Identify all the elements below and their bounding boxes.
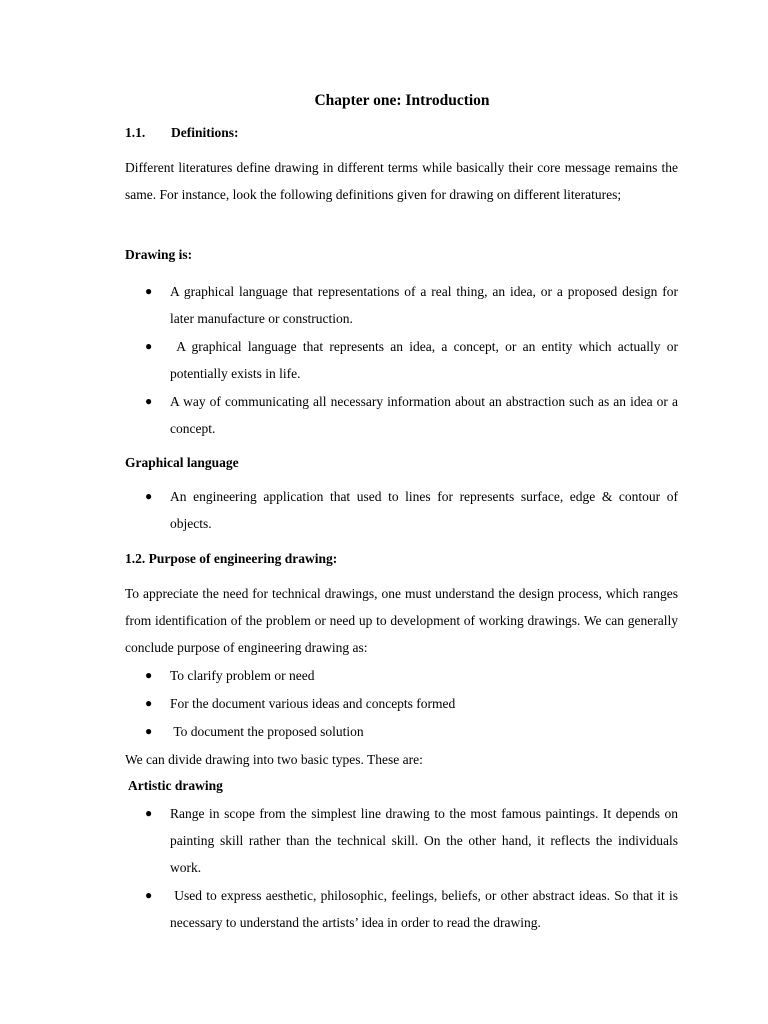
definitions-paragraph: Different literatures define drawing in different terms while basically their core message remains the same. For instance, look the following definitions given for drawing on different literatures; xyxy=(125,160,678,202)
list-item xyxy=(125,882,678,936)
bullet-icon: ● xyxy=(145,668,153,682)
bullet-icon: ● xyxy=(145,696,153,710)
chapter-title: Chapter one: Introduction xyxy=(314,92,490,109)
bullet-icon: ● xyxy=(145,489,153,503)
bullet-icon: ● xyxy=(145,284,153,298)
list-item-text: A graphical language that represents an idea, a concept, or an entity which actually or potentially exists in life. xyxy=(170,339,678,381)
list-item-text: A way of communicating all necessary information about an abstraction such as an idea or a concept. xyxy=(170,394,678,436)
drawing-is-heading: Drawing is: xyxy=(125,247,193,262)
section-number: 1.1. xyxy=(125,125,146,140)
list-item-text: A graphical language that representations of a real thing, an idea, or a proposed design for later manufacture or construction. xyxy=(170,284,678,326)
list-item xyxy=(125,800,678,881)
section-heading-definitions xyxy=(125,125,239,141)
purpose-paragraph: To appreciate the need for technical drawings, one must understand the design process, which ranges from identification of the problem or need up to development of working drawings. We can generally conclude purpose of engineering drawing as: xyxy=(125,586,678,655)
list-item xyxy=(125,388,678,442)
bullet-icon: ● xyxy=(145,724,153,738)
list-item-text: To clarify problem or need xyxy=(170,668,315,683)
list-item-text: For the document various ideas and concepts formed xyxy=(170,696,456,711)
section-heading-text: Definitions: xyxy=(171,125,239,140)
types-intro-paragraph: We can divide drawing into two basic types. These are: xyxy=(125,752,423,767)
bullet-icon: ● xyxy=(145,888,153,902)
graphical-language-heading: Graphical language xyxy=(125,455,239,470)
list-item xyxy=(125,718,678,745)
list-item-text: To document the proposed solution xyxy=(170,724,364,739)
list-item-text: An engineering application that used to lines for represents surface, edge & contour of objects. xyxy=(170,489,678,531)
list-item xyxy=(125,278,678,332)
bullet-icon: ● xyxy=(145,806,153,820)
purpose-heading: 1.2. Purpose of engineering drawing: xyxy=(125,551,338,566)
list-item-text: Range in scope from the simplest line drawing to the most famous paintings. It depends on painting skill rather than the technical skill. On the other hand, it reflects the individuals work. xyxy=(170,806,678,875)
bullet-icon: ● xyxy=(145,394,153,408)
list-item xyxy=(125,662,678,689)
list-item xyxy=(125,333,678,387)
list-item xyxy=(125,690,678,717)
bullet-icon: ● xyxy=(145,339,153,353)
artistic-drawing-heading: Artistic drawing xyxy=(128,778,223,793)
list-item-text: Used to express aesthetic, philosophic, feelings, beliefs, or other abstract ideas. So that it is necessary to understand the artists’ idea in order to read the drawing. xyxy=(170,888,678,930)
list-item xyxy=(125,483,678,537)
